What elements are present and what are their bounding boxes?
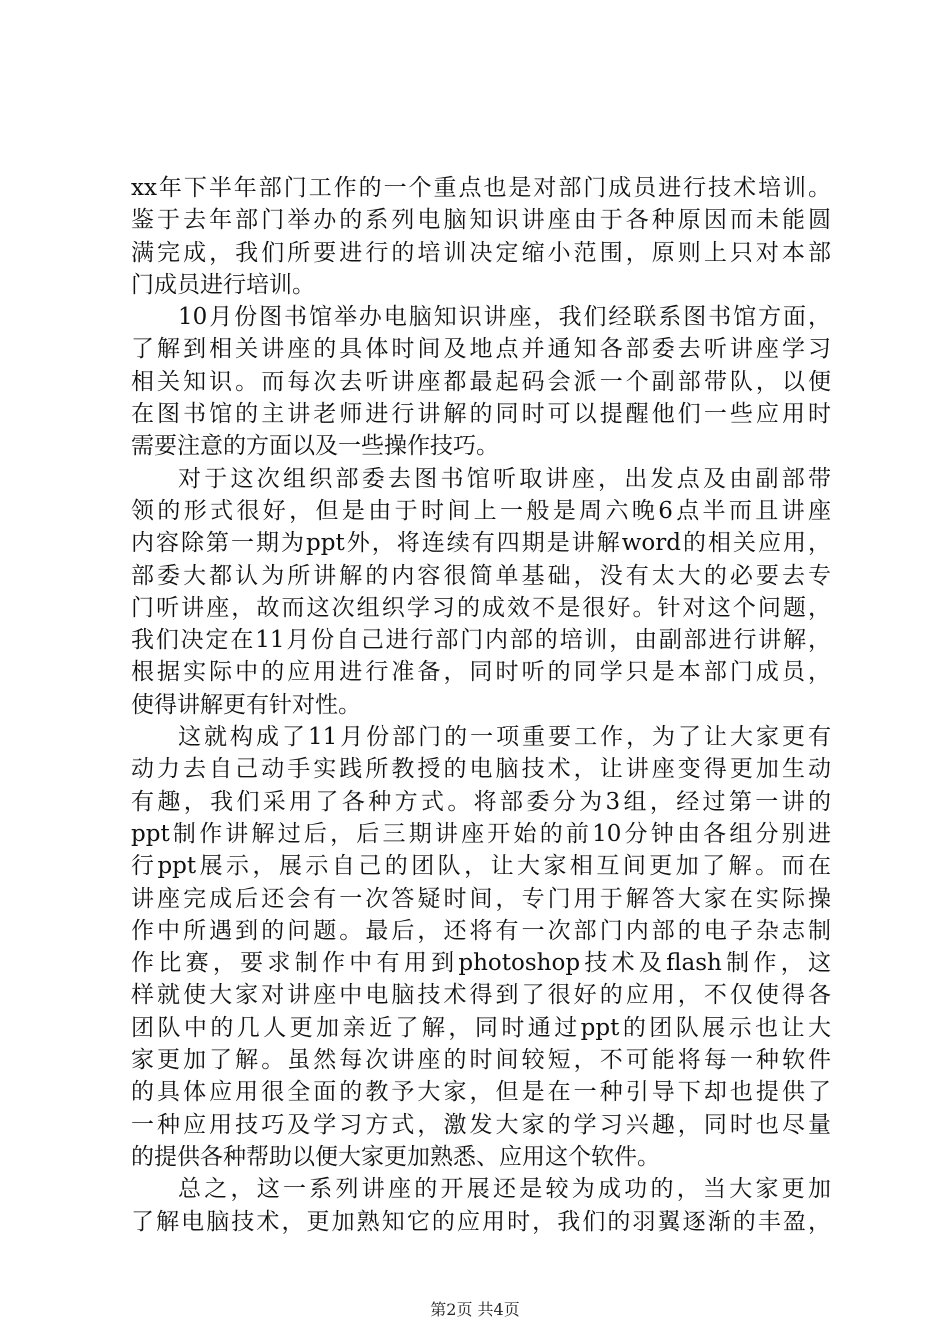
text-line: 部委大都认为所讲解的内容很简单基础，没有太大的必要去专 (131, 562, 831, 589)
text-line: 讲座完成后还会有一次答疑时间，专门用于解答大家在实际操 (131, 885, 831, 912)
text-line: 行ppt展示，展示自己的团队，让大家相互间更加了解。而在 (131, 853, 831, 880)
text-line: 需要注意的方面以及一些操作技巧。 (131, 433, 499, 460)
text-line: 在图书馆的主讲老师进行讲解的同时可以提醒他们一些应用时 (131, 401, 831, 428)
text-line: 使得讲解更有针对性。 (131, 691, 361, 718)
text-line: 了解电脑技术，更加熟知它的应用时，我们的羽翼逐渐的丰盈， (131, 1208, 831, 1235)
text-line: 这就构成了11月份部门的一项重要工作，为了让大家更有 (178, 724, 831, 751)
text-line: ppt制作讲解过后，后三期讲座开始的前10分钟由各组分别进 (131, 820, 831, 847)
text-line: 对于这次组织部委去图书馆听取讲座，出发点及由副部带 (178, 465, 831, 492)
text-line: 团队中的几人更加亲近了解，同时通过ppt的团队展示也让大 (131, 1014, 831, 1041)
text-line: 总之，这一系列讲座的开展还是较为成功的，当大家更加 (178, 1176, 831, 1203)
text-line: 作比赛，要求制作中有用到photoshop技术及flash制作，这 (131, 950, 831, 977)
text-line: 样就使大家对讲座中电脑技术得到了很好的应用，不仅使得各 (131, 982, 831, 1009)
text-line: 动力去自己动手实践所教授的电脑技术，让讲座变得更加生动 (131, 756, 831, 783)
body-text (131, 172, 831, 1238)
text-line: 的具体应用很全面的教予大家，但是在一种引导下却也提供了 (131, 1079, 831, 1106)
text-line: 领的形式很好，但是由于时间上一般是周六晚6点半而且讲座 (131, 497, 831, 524)
text-line: 10月份图书馆举办电脑知识讲座，我们经联系图书馆方面， (178, 304, 831, 331)
text-line: 满完成，我们所要进行的培训决定缩小范围，原则上只对本部 (131, 239, 831, 266)
text-line: 门成员进行培训。 (131, 271, 315, 298)
text-line: 根据实际中的应用进行准备，同时听的同学只是本部门成员， (131, 659, 831, 686)
text-line: 门听讲座，故而这次组织学习的成效不是很好。针对这个问题， (131, 594, 831, 621)
text-line: 鉴于去年部门举办的系列电脑知识讲座由于各种原因而未能圆 (131, 207, 831, 234)
text-line: 内容除第一期为ppt外，将连续有四期是讲解word的相关应用， (131, 530, 831, 557)
text-line: 家更加了解。虽然每次讲座的时间较短，不可能将每一种软件 (131, 1047, 831, 1074)
text-line: 我们决定在11月份自己进行部门内部的培训，由副部进行讲解， (131, 627, 831, 654)
text-line: 有趣，我们采用了各种方式。将部委分为3组，经过第一讲的 (131, 788, 831, 815)
text-line: 相关知识。而每次去听讲座都最起码会派一个副部带队，以便 (131, 368, 831, 395)
text-line: 一种应用技巧及学习方式，激发大家的学习兴趣，同时也尽量 (131, 1111, 831, 1138)
text-line: xx年下半年部门工作的一个重点也是对部门成员进行技术培训。 (131, 175, 831, 201)
text-line: 的提供各种帮助以便大家更加熟悉、应用这个软件。 (131, 1143, 660, 1170)
text-line: 了解到相关讲座的具体时间及地点并通知各部委去听讲座学习 (131, 336, 831, 363)
page-footer: 第2页 共4页 (430, 1300, 520, 1319)
text-line: 作中所遇到的问题。最后，还将有一次部门内部的电子杂志制 (131, 917, 831, 944)
